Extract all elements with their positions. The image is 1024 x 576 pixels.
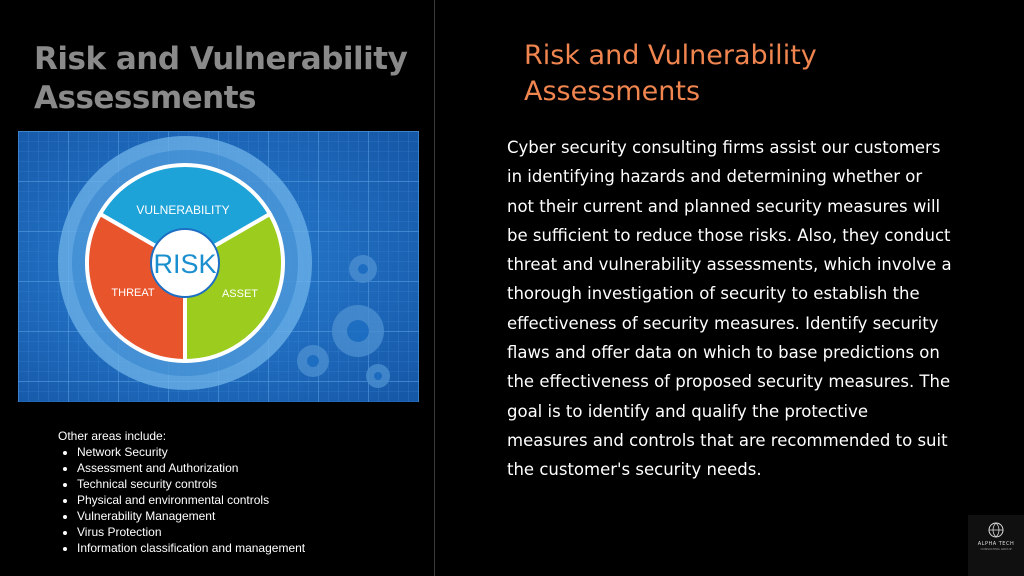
globe-icon [987,521,1005,539]
list-item: • Vulnerability Management [77,508,428,524]
logo-name: ALPHA TECH [977,541,1015,547]
other-areas-heading: Other areas include: [58,429,167,443]
list-item: • Physical and environmental controls [77,492,428,508]
body-paragraph: Cyber security consulting firms assist our customers in identifying hazards and determining whether or not their current and planned security measures will be sufficient to reduce those risks. Also, they conduct threat and vulnerability assessments, which involve a thorough investigation of security to establish the effectiveness of security measures. Identify security flaws and offer data on which to base predictions on the effectiveness of proposed security measures. The goal is to identify and qualify the protective measures and controls that are recommended to suit the customer's security needs. [507,138,952,480]
asset-label: ASSET [221,288,259,300]
other-areas [58,428,428,556]
risk-diagram [18,131,419,402]
list-item: • Technical security controls [77,476,428,492]
vulnerability-label: VULNERABILITY [136,203,230,217]
company-logo [968,515,1024,576]
list-item: • Network Security [77,444,428,460]
list-item: • Information classification and management [77,540,428,556]
list-item: • Assessment and Authorization [77,460,428,476]
other-areas-list [58,444,428,556]
left-title: Risk and Vulnerability Assessments [34,41,408,116]
risk-label: RISK [153,249,217,279]
list-item: • Virus Protection [77,524,428,540]
column-divider [434,0,435,576]
logo-tagline: CONSULTING GROUP [980,547,1012,551]
threat-label: THREAT [111,287,155,299]
right-title: Risk and Vulnerability Assessments [524,40,817,107]
